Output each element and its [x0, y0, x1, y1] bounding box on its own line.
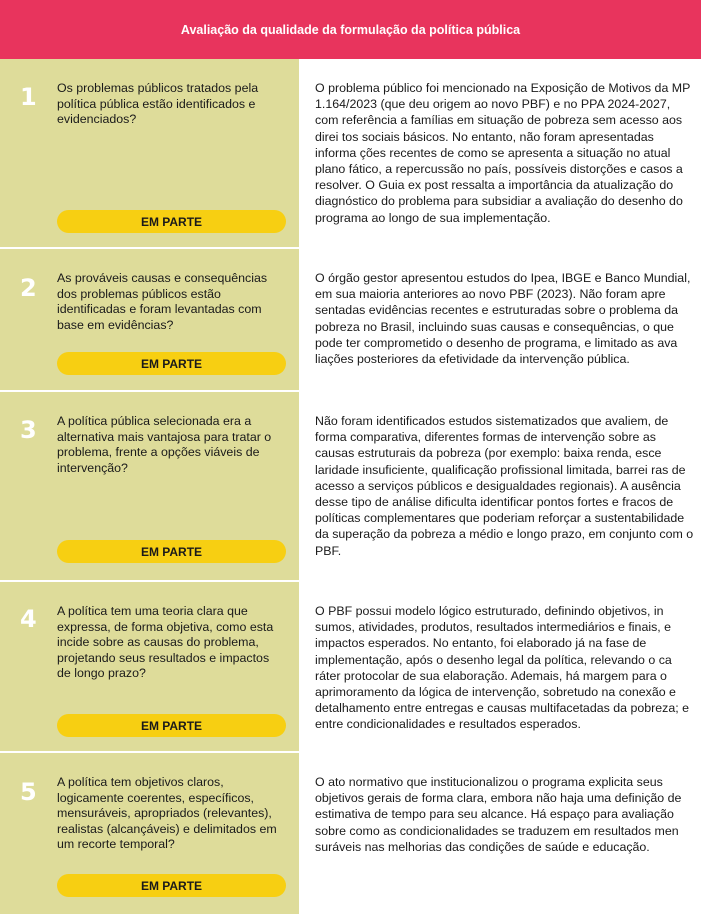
page-title: Avaliação da qualidade da formulação da política pública	[0, 0, 701, 59]
question-text: A política pública selecionada era a alternativa mais vantajosa para tratar o problema, frente a opções viáveis de intervenção?	[57, 414, 272, 475]
question-text: A política tem objetivos claros, logicamente coerentes, específicos, mensuráveis, apropriados (relevantes), realistas (alcançáveis) e delimitados em um recorte temporal?	[57, 775, 277, 851]
answer-panel	[299, 59, 701, 248]
rating-badge: EM PARTE	[57, 714, 286, 737]
evaluation-row-5	[0, 753, 701, 914]
answer-text: O PBF possui modelo lógico estruturado, definindo objetivos, in sumos, atividades, produtos, resultados intermediários e finais, e impactos esperados. No entanto, foi elaborado já na fase de implementação, após o desenho legal da política, relevando o ca ráter protocolar de sua elaboração. Ademais, há margem para o aprimoramento da lógica de intervenção, sobretudo na conexão e detalhamento entre entregas e causas multifacetadas da pobreza; e entre condicionalidades e resultados esperados.	[315, 604, 690, 732]
evaluation-row-3	[0, 392, 701, 581]
answer-panel	[299, 249, 701, 391]
question-panel	[0, 753, 299, 914]
answer-text: O problema público foi mencionado na Exposição de Motivos da MP 1.164/2023 (que deu origem ao novo PBF) e no PPA 2024-2027, com referência a famílias em situação de pobreza sem acesso aos direi tos sociais básicos. No entanto, não foram apresentadas informa ções recentes de como se apresenta a situação no atual plano fático, a repercussão no país, possíveis distorções e casos a resolver. O Guia ex post ressalta a importância da atualização do diagnóstico do problema para subsidiar a avaliação do desenho do programa ao longo de sua implementação.	[315, 81, 691, 225]
answer-text: O órgão gestor apresentou estudos do Ipea, IBGE e Banco Mundial, em sua maioria anteriores ao novo PBF (2023). Não foram apre sentadas evidências recentes e estruturadas sobre o problema da pobreza no Brasil, incluindo suas causas e consequências, o que pode ter comprometido o desenho de programa, e limitado as ava liações posteriores da efetividade da intervenção pública.	[315, 271, 691, 367]
rating-badge: EM PARTE	[57, 210, 286, 233]
evaluation-row-2	[0, 249, 701, 391]
answer-panel	[299, 392, 701, 581]
question-text: A política tem uma teoria clara que expressa, de forma objetiva, como esta incide sobre as causas do problema, projetando seus resultados e impactos de longo prazo?	[57, 604, 274, 680]
row-number: 3	[20, 416, 37, 444]
question-panel	[0, 582, 299, 752]
question-panel	[0, 249, 299, 391]
question-text: Os problemas públicos tratados pela política pública estão identificados e evidenciados?	[57, 81, 259, 126]
rating-badge: EM PARTE	[57, 352, 286, 375]
rating-badge: EM PARTE	[57, 874, 286, 897]
evaluation-row-4	[0, 582, 701, 752]
question-panel	[0, 392, 299, 581]
question-text: As prováveis causas e consequências dos problemas públicos estão identificadas e foram levantadas com base em evidências?	[57, 271, 268, 332]
answer-panel	[299, 753, 701, 914]
answer-text: O ato normativo que institucionalizou o programa explicita seus objetivos gerais de forma clara, embora não haja uma definição de estimativa de tempo para seu alcance. Há espaço para avaliação sobre como as condicionalidades se traduzem em resultados men suráveis nas melhorias das condições de saúde e educação.	[315, 775, 682, 854]
row-number: 1	[20, 83, 37, 111]
row-number: 5	[20, 778, 37, 806]
rating-badge: EM PARTE	[57, 540, 286, 563]
row-number: 4	[20, 605, 37, 633]
answer-panel	[299, 582, 701, 752]
evaluation-row-1	[0, 59, 701, 248]
row-number: 2	[20, 274, 37, 302]
question-panel	[0, 59, 299, 248]
answer-text: Não foram identificados estudos sistematizados que avaliem, de forma comparativa, diferentes formas de intervenção sobre as causas estruturais da pobreza (por exemplo: baixa renda, esce laridade insuficiente, qualificação profissional limitada, barrei ras de acesso a serviços públicos e desigualdades regionais). A ausência desse tipo de análise dificulta identificar pontos fortes e fracos de políticas complementares que poderiam reforçar a sustentabilidade da superação da pobreza a médio e longo prazo, em conjunto com o PBF.	[315, 414, 694, 558]
